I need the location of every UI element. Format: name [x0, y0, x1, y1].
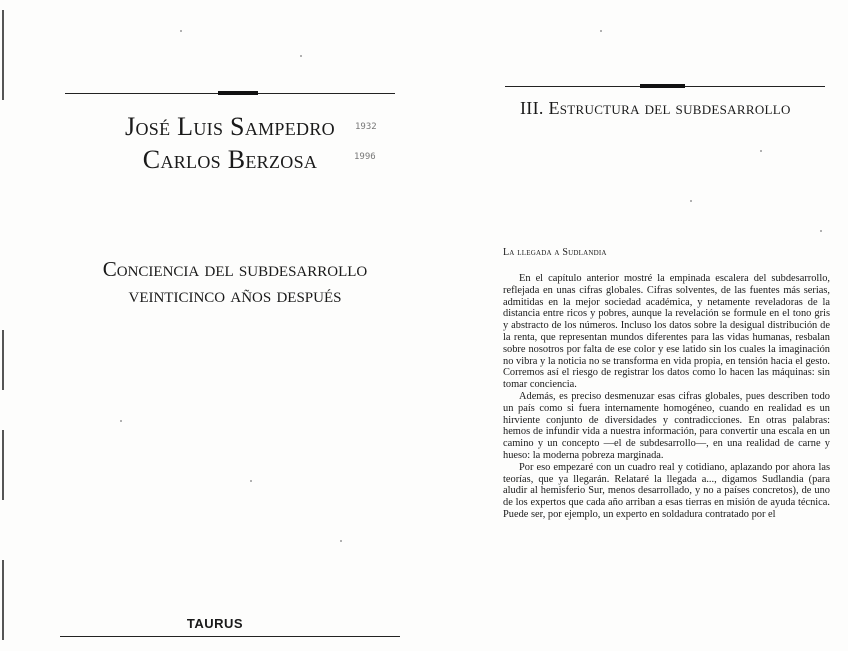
scan-speck	[180, 30, 182, 32]
scan-speck	[600, 30, 602, 32]
paragraph: En el capítulo anterior mostré la empinada escalera del subdesarrollo, reflejada en unas cifras globales. Cifras solventes, de las fuentes más serias, admitidas en la mejor sociedad académica, y netamente reveladoras de la distancia entre ricos y pobres, aunque la revelación se formule en el tono gris y abstracto de los números. Incluso los datos sobre la desigual distribución de la renta, que representan mundos diferentes para las vidas humanas, resbalan sobre nosotros por falta de ese color y ese latido sin los cuales la imaginación no vibra y la noticia no se transforma en vida propia, en tensión hacia el gesto. Corremos así el riesgo de registrar los datos como lo hacen las máquinas: sin tomar conciencia.	[503, 273, 830, 391]
scan-speck	[340, 540, 342, 542]
author-name: Carlos Berzosa	[142, 145, 318, 174]
scan-edge-mark	[2, 560, 4, 640]
body-text	[503, 273, 830, 521]
bottom-rule	[60, 636, 400, 637]
publisher-name: TAURUS	[186, 616, 244, 631]
scan-speck	[120, 420, 122, 422]
section-heading: La llegada a Sudlandia	[503, 247, 607, 258]
scan-speck	[300, 55, 302, 57]
scan-speck	[820, 230, 822, 232]
paragraph: Por eso empezaré con un cuadro real y cotidiano, aplazando por ahora las teorías, que ya llegarán. Relataré la llegada a..., digamos Sudlandia (para aludir al hemisferio Sur, menos desarrollado, y no a países concretos), de uno de los expertos que cada año arriban a esas tierras en misión de ayuda técnica. Puede ser, por ejemplo, un experto en soldadura contratado por el	[503, 461, 830, 520]
author-names	[60, 110, 400, 176]
scan-speck	[690, 200, 692, 202]
scan-edge-mark	[2, 10, 4, 100]
book-title	[50, 256, 420, 308]
handwritten-note: 1996	[354, 152, 376, 162]
top-rule-accent	[218, 91, 258, 95]
scan-edge-mark	[2, 430, 4, 500]
chapter-title: III. Estructura del subdesarrollo	[520, 98, 791, 118]
handwritten-note: 1932	[355, 122, 377, 132]
paragraph: Además, es preciso desmenuzar esas cifras globales, pues describen todo un país como si fuera internamente homogéneo, cuando en realidad es un hirviente conjunto de diversidades y contradicciones. En otras palabras: hemos de infundir vida a nuestra información, para convertir una escala en un camino y un concepto —el de subdesarrollo—, en una realidad de carne y hueso: la moderna pobreza marginada.	[503, 390, 830, 461]
book-title-line: veinticinco años después	[128, 283, 342, 307]
scan-speck	[760, 150, 762, 152]
author-name: José Luis Sampedro	[125, 112, 335, 141]
book-title-line: Conciencia del subdesarrollo	[102, 257, 368, 281]
chapter-rule-accent	[640, 84, 685, 88]
scan-edge-mark	[2, 330, 4, 390]
scan-speck	[250, 480, 252, 482]
